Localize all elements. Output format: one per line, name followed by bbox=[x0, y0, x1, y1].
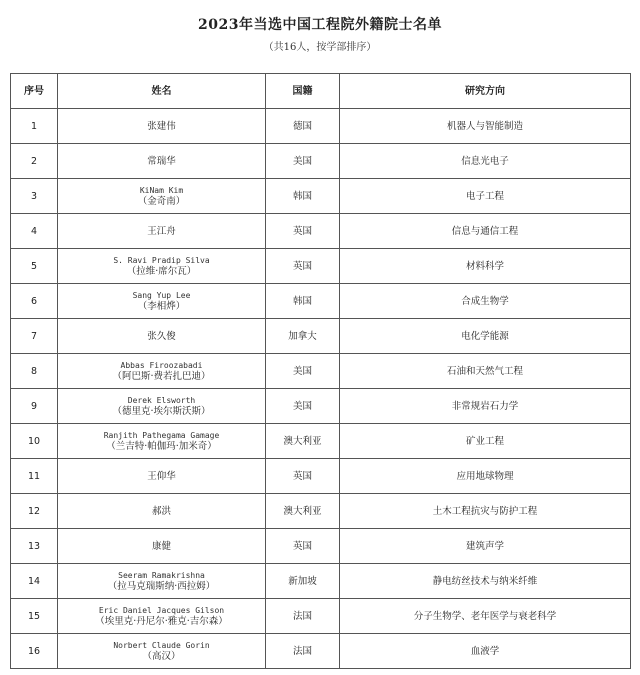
table-row bbox=[11, 529, 631, 564]
cell-number: 1 bbox=[11, 109, 58, 144]
table-row bbox=[11, 634, 631, 669]
cell-field: 血液学 bbox=[340, 634, 631, 669]
table-row bbox=[11, 144, 631, 179]
table-row bbox=[11, 564, 631, 599]
name-chinese: 常瑞华 bbox=[147, 155, 176, 167]
cell-country: 加拿大 bbox=[266, 319, 340, 354]
header-field: 研究方向 bbox=[340, 74, 631, 109]
cell-field: 电子工程 bbox=[340, 179, 631, 214]
cell-name bbox=[58, 144, 266, 179]
page-title: 2023年当选中国工程院外籍院士名单 bbox=[198, 17, 442, 33]
name-english: Sang Yup Lee bbox=[132, 290, 191, 300]
cell-country: 美国 bbox=[266, 354, 340, 389]
name-chinese: （拉马克瑞斯纳·西拉姆） bbox=[107, 580, 216, 592]
cell-field: 石油和天然气工程 bbox=[340, 354, 631, 389]
cell-number: 14 bbox=[11, 564, 58, 599]
name-english: S. Ravi Pradip Silva bbox=[113, 255, 210, 265]
cell-field: 静电纺丝技术与纳米纤维 bbox=[340, 564, 631, 599]
table-row bbox=[11, 249, 631, 284]
cell-name bbox=[58, 354, 266, 389]
name-chinese: 康健 bbox=[151, 540, 171, 552]
cell-name bbox=[58, 319, 266, 354]
cell-country: 澳大利亚 bbox=[266, 424, 340, 459]
cell-number: 13 bbox=[11, 529, 58, 564]
table-row bbox=[11, 354, 631, 389]
cell-country: 德国 bbox=[266, 109, 340, 144]
cell-name bbox=[58, 634, 266, 669]
cell-field: 合成生物学 bbox=[340, 284, 631, 319]
header-country: 国籍 bbox=[266, 74, 340, 109]
cell-name bbox=[58, 599, 266, 634]
cell-field: 机器人与智能制造 bbox=[340, 109, 631, 144]
name-english: Derek Elsworth bbox=[127, 395, 196, 405]
cell-field: 应用地球物理 bbox=[340, 459, 631, 494]
cell-number: 10 bbox=[11, 424, 58, 459]
name-english: Norbert Claude Gorin bbox=[113, 640, 210, 650]
cell-number: 16 bbox=[11, 634, 58, 669]
name-chinese: （德里克·埃尔斯沃斯） bbox=[112, 405, 211, 417]
table-row bbox=[11, 389, 631, 424]
cell-field: 电化学能源 bbox=[340, 319, 631, 354]
name-chinese: 王仰华 bbox=[147, 470, 176, 482]
name-chinese: 张建伟 bbox=[147, 120, 176, 132]
table-row bbox=[11, 494, 631, 529]
table-header-row bbox=[11, 74, 631, 109]
cell-name bbox=[58, 214, 266, 249]
cell-name bbox=[58, 564, 266, 599]
cell-country: 韩国 bbox=[266, 284, 340, 319]
header-name: 姓名 bbox=[58, 74, 266, 109]
cell-name bbox=[58, 249, 266, 284]
cell-name bbox=[58, 389, 266, 424]
table-row bbox=[11, 214, 631, 249]
page-subtitle: （共16人，按学部排序） bbox=[263, 42, 377, 53]
name-chinese: 王江舟 bbox=[147, 225, 176, 237]
table-row bbox=[11, 599, 631, 634]
cell-country: 英国 bbox=[266, 529, 340, 564]
cell-number: 12 bbox=[11, 494, 58, 529]
cell-name bbox=[58, 179, 266, 214]
cell-number: 5 bbox=[11, 249, 58, 284]
name-chinese: 郝洪 bbox=[151, 505, 171, 517]
cell-number: 3 bbox=[11, 179, 58, 214]
name-english: KiNam Kim bbox=[139, 185, 184, 195]
name-chinese: （拉维·席尔瓦） bbox=[126, 265, 197, 277]
cell-field: 分子生物学、老年医学与衰老科学 bbox=[340, 599, 631, 634]
name-chinese: （阿巴斯·费若扎巴迪） bbox=[112, 370, 211, 382]
name-chinese: （高汉） bbox=[142, 650, 181, 662]
cell-field: 矿业工程 bbox=[340, 424, 631, 459]
cell-field: 信息光电子 bbox=[340, 144, 631, 179]
cell-name bbox=[58, 424, 266, 459]
cell-field: 土木工程抗灾与防护工程 bbox=[340, 494, 631, 529]
name-chinese: （李相烨） bbox=[137, 300, 186, 312]
table-row bbox=[11, 179, 631, 214]
cell-name bbox=[58, 494, 266, 529]
table-row bbox=[11, 459, 631, 494]
name-english: Abbas Firoozabadi bbox=[120, 360, 203, 370]
table-body bbox=[11, 109, 631, 669]
cell-country: 法国 bbox=[266, 634, 340, 669]
cell-name bbox=[58, 284, 266, 319]
cell-number: 2 bbox=[11, 144, 58, 179]
cell-field: 信息与通信工程 bbox=[340, 214, 631, 249]
cell-field: 非常规岩石力学 bbox=[340, 389, 631, 424]
cell-number: 8 bbox=[11, 354, 58, 389]
name-english: Eric Daniel Jacques Gilson bbox=[98, 605, 225, 615]
name-chinese: （埃里克·丹尼尔·雅克·吉尔森） bbox=[95, 615, 228, 627]
table-row bbox=[11, 109, 631, 144]
cell-country: 新加坡 bbox=[266, 564, 340, 599]
cell-country: 美国 bbox=[266, 144, 340, 179]
table-row bbox=[11, 284, 631, 319]
cell-country: 英国 bbox=[266, 459, 340, 494]
cell-number: 9 bbox=[11, 389, 58, 424]
academician-table bbox=[10, 73, 631, 669]
cell-country: 澳大利亚 bbox=[266, 494, 340, 529]
cell-number: 6 bbox=[11, 284, 58, 319]
cell-country: 英国 bbox=[266, 249, 340, 284]
cell-field: 建筑声学 bbox=[340, 529, 631, 564]
name-chinese: （兰吉特·帕伽玛·加米奇） bbox=[106, 440, 217, 452]
name-chinese: （金奇南） bbox=[137, 195, 186, 207]
table-row bbox=[11, 319, 631, 354]
cell-country: 英国 bbox=[266, 214, 340, 249]
cell-country: 美国 bbox=[266, 389, 340, 424]
name-english: Seeram Ramakrishna bbox=[118, 570, 205, 580]
cell-name bbox=[58, 529, 266, 564]
table-row bbox=[11, 424, 631, 459]
cell-number: 15 bbox=[11, 599, 58, 634]
cell-country: 法国 bbox=[266, 599, 340, 634]
name-english: Ranjith Pathegama Gamage bbox=[103, 430, 220, 440]
cell-field: 材料科学 bbox=[340, 249, 631, 284]
cell-country: 韩国 bbox=[266, 179, 340, 214]
cell-name bbox=[58, 109, 266, 144]
cell-number: 11 bbox=[11, 459, 58, 494]
header-number: 序号 bbox=[11, 74, 58, 109]
cell-number: 4 bbox=[11, 214, 58, 249]
name-chinese: 张久俊 bbox=[147, 330, 176, 342]
cell-number: 7 bbox=[11, 319, 58, 354]
cell-name bbox=[58, 459, 266, 494]
